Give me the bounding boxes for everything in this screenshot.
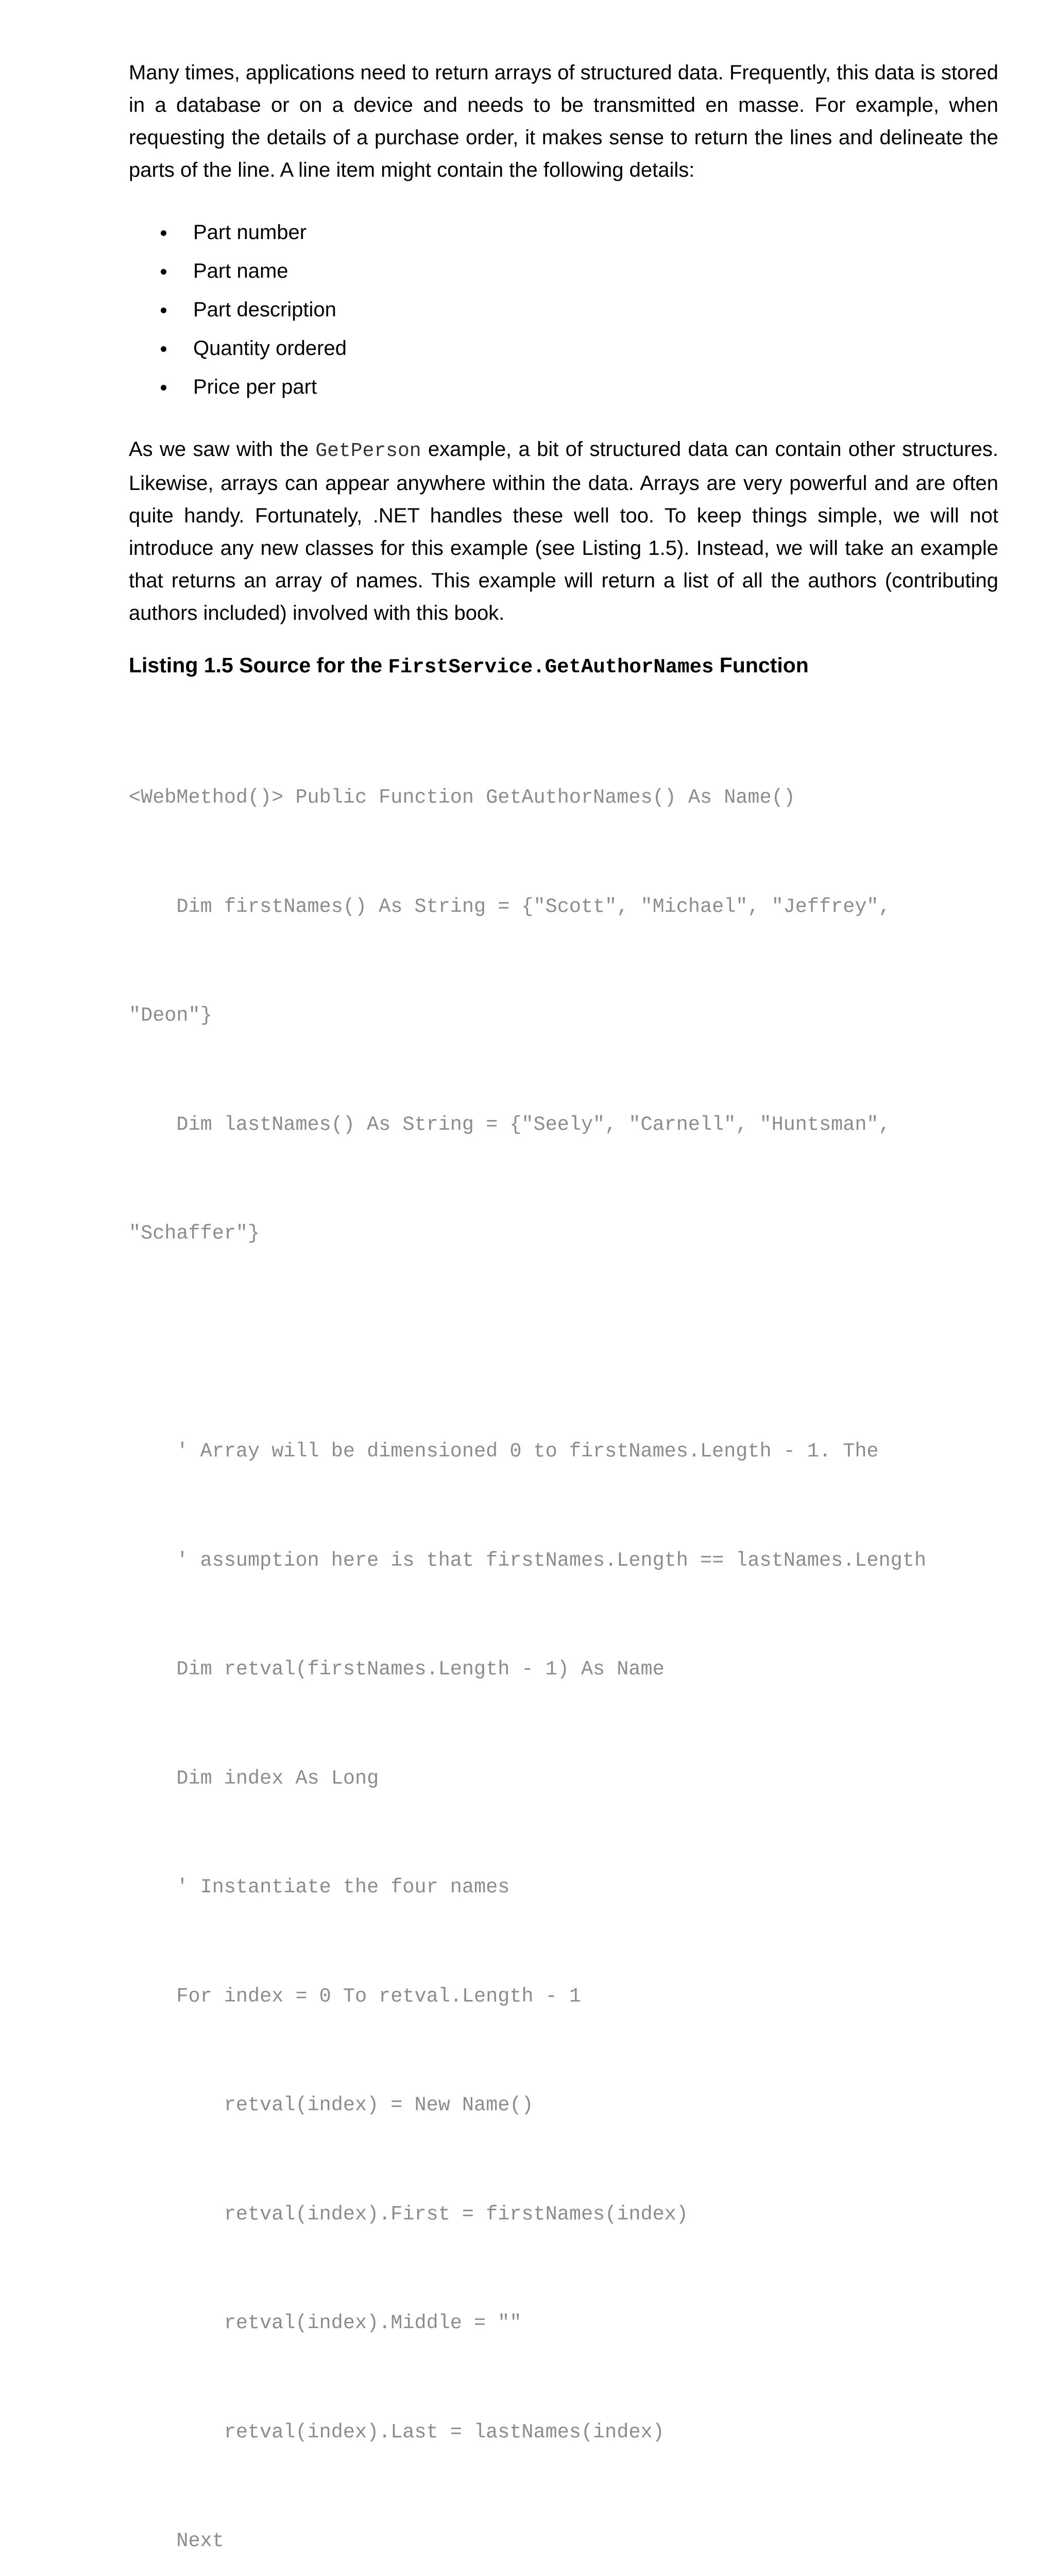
list-item-text: Quantity ordered (193, 337, 347, 360)
code-line: retval(index).First = firstNames(index) (129, 2202, 688, 2226)
list-item-text: Price per part (193, 376, 317, 398)
code-listing (129, 707, 998, 2576)
listing-title-code: FirstService.GetAuthorNames (388, 656, 714, 679)
code-line: retval(index).Middle = "" (129, 2312, 522, 2334)
intro-paragraph: Many times, applications need to return arrays of structured data. Frequently, this data is stored in a database or on a device and needs to be transmitted en masse. For example, when requesting the details of a purchase order, it makes sense to return the lines and delineate the parts of the line. A line item might contain the following details: (129, 61, 998, 181)
second-paragraph (129, 433, 998, 630)
code-line (129, 1325, 998, 1361)
document-page (129, 57, 998, 2576)
bullet-icon (161, 230, 166, 236)
code-line: "Schaffer"} (129, 1222, 260, 1245)
second-paragraph-text-end: example, a bit of structured data can contain other structures. Likewise, arrays can appear anywhere within the data. Arrays are very powerful and are often quite handy. Fortunately, .NET handles these well too. To keep things simple, we will not introduce any new classes for this example (see Listing 1.5). Instead, we will take an example that returns an array of names. This example will return a list of all the authors (contributing authors included) involved with this book. (129, 438, 999, 624)
code-line: For index = 0 To retval.Length - 1 (129, 1985, 581, 2008)
listing-title-suffix: Function (713, 653, 809, 677)
list-item-text: Part description (193, 298, 336, 321)
code-line: Dim retval(firstNames.Length - 1) As Name (129, 1658, 665, 1681)
code-line: retval(index) = New Name() (129, 2094, 534, 2116)
code-line: "Deon"} (129, 1004, 212, 1027)
bullet-icon (161, 346, 166, 352)
list-item (129, 329, 998, 368)
inline-code: GetPerson (315, 440, 421, 462)
code-line: Dim firstNames() As String = {"Scott", "Michael", "Jeffrey", (129, 895, 891, 918)
list-item (129, 291, 998, 329)
code-line: ' Instantiate the four names (129, 1876, 510, 1899)
code-line: Dim lastNames() As String = {"Seely", "Carnell", "Huntsman", (129, 1113, 891, 1136)
bullet-icon (161, 385, 166, 391)
code-line: retval(index).Last = lastNames(index) (129, 2420, 665, 2444)
list-item (129, 368, 998, 406)
bullet-icon (161, 308, 166, 313)
listing-title-prefix: Listing 1.5 Source for the (129, 653, 388, 677)
code-line: ' assumption here is that firstNames.Length == lastNames.Length (129, 1549, 926, 1572)
listing-title (129, 649, 998, 684)
line-item-details-list (129, 213, 998, 406)
list-item (129, 213, 998, 252)
second-paragraph-text-start: As we saw with the (129, 438, 316, 461)
list-item (129, 252, 998, 291)
list-item-text: Part name (193, 260, 288, 282)
list-item-text: Part number (193, 221, 307, 244)
bullet-icon (161, 269, 166, 275)
code-line: ' Array will be dimensioned 0 to firstNames.Length - 1. The (129, 1440, 879, 1463)
code-line: Next (129, 2530, 224, 2552)
code-line: <WebMethod()> Public Function GetAuthorNames() As Name() (129, 786, 795, 809)
code-line: Dim index As Long (129, 1767, 379, 1790)
